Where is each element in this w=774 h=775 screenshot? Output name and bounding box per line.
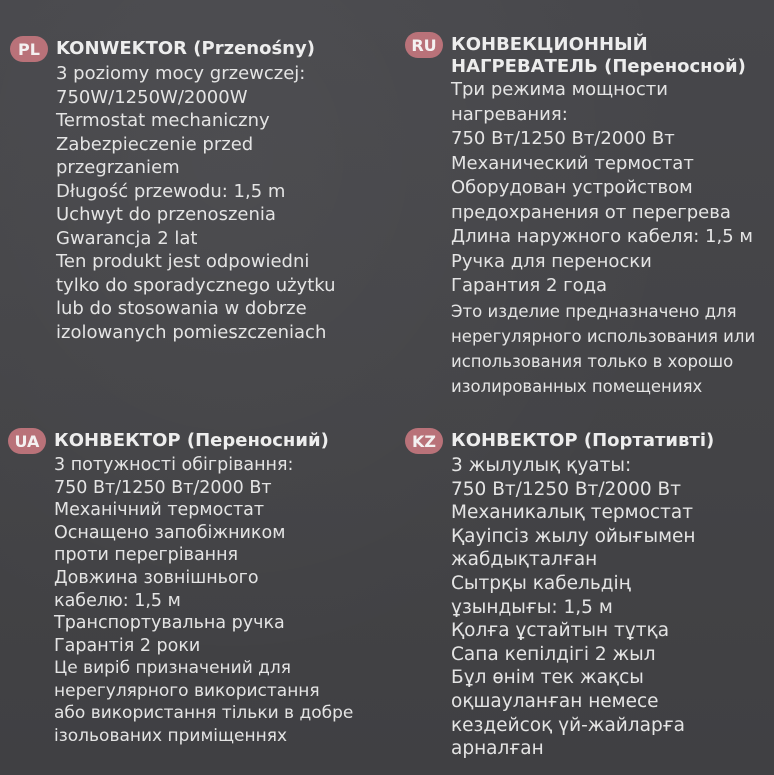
spec-line: tylko do sporadycznego użytku <box>56 274 336 296</box>
spec-line: lub do stosowania w dobrze <box>56 298 307 319</box>
spec-line: Uchwyt do przenoszenia <box>56 204 276 225</box>
section-header <box>405 428 770 454</box>
spec-line: Механічний термостат <box>54 500 265 521</box>
section-body <box>405 78 770 399</box>
spec-line: арналған <box>451 738 544 760</box>
spec-line: Оборудован устройством <box>451 177 693 198</box>
section-body <box>405 454 770 761</box>
spec-line: Сапа кепілдігі 2 жыл <box>451 643 656 665</box>
spec-line: Ручка для переноски <box>451 250 652 272</box>
section-header <box>405 32 770 78</box>
spec-line: Długość przewodu: 1,5 m <box>56 180 286 202</box>
language-badge-kz: KZ <box>405 428 443 454</box>
spec-line: 3 poziomy mocy grzewczej: <box>56 63 306 84</box>
spec-line: 750W/1250W/2000W <box>56 86 248 108</box>
spec-line: Три режима мощности <box>451 79 668 100</box>
spec-line: нагревания: <box>451 103 568 125</box>
section-title-line: НАГРЕВАТЕЛЬ (Переносной) <box>451 56 746 77</box>
section-title-line: КОНВЕКЦИОННЫЙ <box>451 34 648 55</box>
spec-line: проти перегрівання <box>54 545 239 566</box>
spec-line: Сытрқы кабельдің <box>451 572 631 594</box>
spec-line: нерегулярного використання <box>54 680 320 701</box>
spec-line: Транспортувальна ручка <box>54 613 285 634</box>
spec-line: Довжина зовнішнього <box>54 567 259 588</box>
section-ru <box>405 32 770 399</box>
spec-line: изолированных помещениях <box>451 376 703 396</box>
spec-line: Қауіпсіз жылу ойығымен <box>451 525 696 547</box>
spec-line: Это изделие предназначено для <box>451 301 737 321</box>
spec-line: Гарантия 2 года <box>451 275 608 296</box>
spec-line: Termostat mechaniczny <box>56 110 270 131</box>
section-title <box>451 32 746 78</box>
spec-line: предохранения от перегрева <box>451 201 731 223</box>
spec-line: izolowanych pomieszczeniach <box>56 321 327 343</box>
spec-line: нерегулярного использования или <box>451 326 756 346</box>
section-ua <box>8 428 388 747</box>
spec-line: 750 Вт/1250 Вт/2000 Вт <box>451 128 675 149</box>
section-title: KONWEKTOR (Przenośny) <box>56 38 315 59</box>
spec-line: або використання тільки в добре <box>54 703 354 724</box>
spec-line: 750 Вт/1250 Вт/2000 Вт <box>451 478 681 500</box>
section-title: КОНВЕКТОР (Переносний) <box>54 430 329 451</box>
spec-line: Zabezpieczenie przed <box>56 133 254 155</box>
section-header <box>10 36 380 62</box>
spec-line: Механикалық термостат <box>451 502 693 524</box>
section-body <box>10 62 380 344</box>
spec-line: 3 жылулық қуаты: <box>451 455 632 476</box>
spec-line: Механический термостат <box>451 152 694 174</box>
section-title: КОНВЕКТОР (Портативті) <box>451 430 715 451</box>
language-badge-ua: UA <box>8 428 46 454</box>
section-pl <box>10 36 380 344</box>
spec-line: Бұл өнім тек жақсы <box>451 667 644 689</box>
spec-line: Длина наружного кабеля: 1,5 м <box>451 226 753 247</box>
spec-line: кабелю: 1,5 м <box>54 590 181 611</box>
spec-line: 750 Вт/1250 Вт/2000 Вт <box>54 477 272 498</box>
language-badge-pl: PL <box>10 36 48 62</box>
spec-line: оқшауланған немесе <box>451 690 659 712</box>
spec-line: Gwarancja 2 lat <box>56 227 198 249</box>
spec-line: использования только в хорошо <box>451 351 734 371</box>
spec-line: 3 потужності обігрівання: <box>54 455 294 475</box>
spec-line: Оснащено запобіжником <box>54 522 286 543</box>
section-kz <box>405 428 770 761</box>
section-body <box>8 454 388 747</box>
language-badge-ru: RU <box>405 32 443 58</box>
section-header <box>8 428 388 454</box>
spec-line: ізольованих приміщеннях <box>54 725 288 746</box>
spec-line: Қолға ұстайтын тұтқа <box>451 620 670 642</box>
spec-line: кездейсоқ үй-жайларға <box>451 714 685 736</box>
spec-line: жабдықталған <box>451 549 598 571</box>
spec-line: ұзындығы: 1,5 м <box>451 596 613 618</box>
spec-line: przegrzaniem <box>56 157 180 178</box>
spec-line: Ten produkt jest odpowiedni <box>56 251 310 272</box>
spec-line: Гарантія 2 роки <box>54 635 201 656</box>
spec-line: Це виріб призначений для <box>54 658 292 679</box>
